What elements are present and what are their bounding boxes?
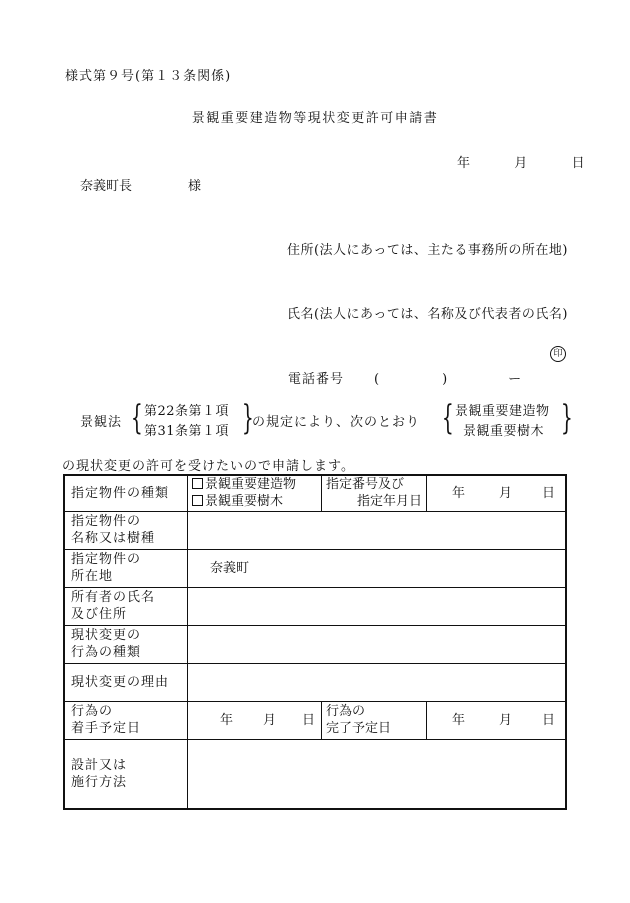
designation-label-line1: 指定番号及び bbox=[326, 477, 405, 493]
phone-paren-open: ( bbox=[374, 372, 381, 387]
phone-number-line bbox=[288, 368, 522, 387]
month-label: 月 bbox=[498, 712, 512, 728]
month-label: 月 bbox=[262, 712, 276, 728]
phone-label: 電話番号 bbox=[288, 372, 345, 387]
option-tree-label: 景観重要樹木 bbox=[205, 494, 284, 510]
applicant-name-label: 氏名(法人にあっては、名称及び代表者の氏名) bbox=[286, 307, 568, 322]
seal-mark: 印 bbox=[550, 346, 566, 362]
location-label-line1: 指定物件の bbox=[71, 552, 142, 567]
table-row bbox=[64, 475, 566, 511]
option-building-label: 景観重要建造物 bbox=[205, 477, 297, 493]
start-date-field[interactable] bbox=[188, 701, 322, 739]
method-field[interactable] bbox=[188, 739, 567, 809]
type-options bbox=[188, 475, 322, 511]
reason-label: 現状変更の理由 bbox=[64, 663, 188, 701]
law-name: 景観法 bbox=[80, 415, 123, 430]
year-label: 年 bbox=[451, 712, 465, 728]
day-label: 日 bbox=[571, 156, 585, 171]
right-brace-icon: } bbox=[560, 398, 573, 438]
month-label: 月 bbox=[498, 485, 512, 501]
phone-dash: ー bbox=[508, 372, 523, 387]
designation-label bbox=[322, 475, 427, 511]
object-tree: 景観重要樹木 bbox=[463, 424, 545, 439]
year-label: 年 bbox=[457, 156, 471, 171]
table-row bbox=[64, 511, 566, 549]
left-brace-icon: { bbox=[130, 398, 143, 438]
object-building: 景観重要建造物 bbox=[455, 404, 550, 419]
clause-22: 第22条第１項 bbox=[144, 404, 230, 419]
application-table bbox=[63, 474, 567, 810]
property-name-label-line1: 指定物件の bbox=[71, 514, 142, 529]
month-label: 月 bbox=[514, 156, 528, 171]
option-building[interactable] bbox=[192, 476, 317, 493]
honorific: 様 bbox=[188, 179, 202, 194]
application-date bbox=[457, 152, 585, 171]
property-name-label bbox=[64, 511, 188, 549]
location-label-line2: 所在地 bbox=[71, 569, 114, 584]
table-row bbox=[64, 587, 566, 625]
end-date-label-line2: 完了予定日 bbox=[326, 721, 392, 736]
option-tree[interactable] bbox=[192, 493, 317, 510]
document-title: 景観重要建造物等現状変更許可申請書 bbox=[191, 111, 439, 126]
table-row bbox=[64, 701, 566, 739]
checkbox-icon[interactable] bbox=[192, 495, 203, 506]
form-number: 様式第９号(第１３条関係) bbox=[65, 69, 232, 84]
start-date-label-line1: 行為の bbox=[71, 704, 114, 719]
method-label-line1: 設計又は bbox=[71, 757, 128, 773]
statement-middle: の規定により、次のとおり bbox=[252, 415, 421, 430]
owner-label-line1: 所有者の氏名 bbox=[71, 590, 156, 605]
table-row bbox=[64, 663, 566, 701]
end-date-label bbox=[322, 701, 427, 739]
table-row bbox=[64, 625, 566, 663]
day-label: 日 bbox=[541, 712, 555, 728]
designation-date[interactable] bbox=[427, 475, 567, 511]
designation-label-line2: 指定年月日 bbox=[356, 494, 422, 510]
addressee bbox=[80, 175, 201, 194]
year-label: 年 bbox=[451, 485, 465, 501]
clause-31: 第31条第１項 bbox=[144, 424, 230, 439]
day-label: 日 bbox=[541, 485, 555, 501]
day-label: 日 bbox=[301, 712, 315, 728]
end-date-label-line1: 行為の bbox=[326, 704, 366, 719]
owner-label-line2: 及び住所 bbox=[71, 607, 128, 622]
right-brace-icon: } bbox=[241, 398, 254, 438]
property-name-label-line2: 名称又は樹種 bbox=[71, 531, 156, 546]
start-date-label-line2: 着手予定日 bbox=[71, 721, 142, 736]
addressee-name: 奈義町長 bbox=[80, 179, 133, 194]
change-type-label-line2: 行為の種類 bbox=[71, 645, 142, 660]
phone-paren-close: ) bbox=[442, 372, 449, 387]
applicant-address-label: 住所(法人にあっては、主たる事務所の所在地) bbox=[286, 243, 568, 258]
change-type-label-line1: 現状変更の bbox=[71, 628, 142, 643]
change-type-field[interactable] bbox=[188, 625, 567, 663]
owner-field[interactable] bbox=[188, 587, 567, 625]
table-row bbox=[64, 549, 566, 587]
checkbox-icon[interactable] bbox=[192, 478, 203, 489]
method-label bbox=[64, 739, 188, 809]
reason-field[interactable] bbox=[188, 663, 567, 701]
left-brace-icon: { bbox=[441, 398, 454, 438]
method-label-line2: 施行方法 bbox=[71, 774, 128, 790]
type-label: 指定物件の種類 bbox=[64, 475, 188, 511]
location-field[interactable] bbox=[188, 549, 567, 587]
table-row bbox=[64, 739, 566, 809]
change-type-label bbox=[64, 625, 188, 663]
end-date-field[interactable] bbox=[427, 701, 567, 739]
owner-label bbox=[64, 587, 188, 625]
year-label: 年 bbox=[219, 712, 233, 728]
location-label bbox=[64, 549, 188, 587]
location-value: 奈義町 bbox=[210, 560, 250, 576]
property-name-field[interactable] bbox=[188, 511, 567, 549]
application-intro: の現状変更の許可を受けたいので申請します。 bbox=[62, 459, 355, 474]
start-date-label bbox=[64, 701, 188, 739]
